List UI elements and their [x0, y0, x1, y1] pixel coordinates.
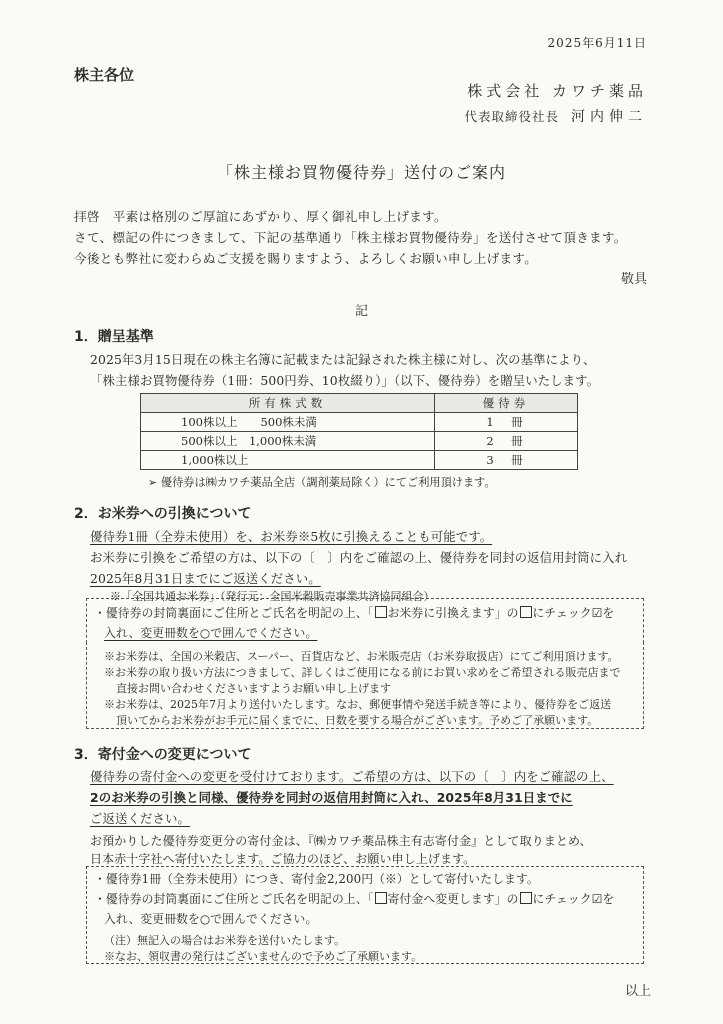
document-title: 「株主様お買物優待券」送付のご案内 [216, 163, 506, 182]
checkbox-icon [375, 892, 387, 904]
document-date: 2025年6月11日 [547, 36, 647, 50]
section3-box-text-b: 寄付金へ変更します」の [387, 892, 519, 906]
checked-box-icon: ☑ [591, 892, 603, 906]
section1-line-2: 「株主様お買物優待券（1冊：500円券、10枚綴り）」（以下、優待券）を贈呈いたします。 [90, 373, 600, 388]
section3-box-line-1: ・優待券1冊（全券未使用）につき、寄付金2,200円（※）として寄付いたします。 [94, 872, 539, 886]
section3-note-1: （注）無記入の場合はお米券を送付いたします。 [104, 934, 346, 947]
table-cell-shares: 1,000株以上 [141, 451, 435, 470]
section2-box-text-d: を [602, 606, 615, 620]
addressee: 株主各位 [74, 66, 135, 84]
table-row [141, 413, 578, 432]
section1-line-1: 2025年3月15日現在の株主名簿に記載または記録された株主様に対し、次の基準により、 [90, 352, 596, 367]
section2-box-text-a: ・優待券の封筒裏面にご住所とご氏名を明記の上、「 [94, 606, 374, 620]
section3-line-3: ご返送ください。 [90, 811, 190, 826]
section3-box-text-d: を [602, 892, 615, 906]
section2-note-1: ※お米券は、全国の米穀店、スーパー、百貨店など、お米販売店（お米券取扱店）にてご利用頂けます。 [104, 650, 619, 663]
section1-note: ➢ 優待券は㈱カワチ薬品全店（調剤薬局除く）にてご利用頂けます。 [148, 476, 496, 489]
section3-box-line-3: 入れ、変更冊数を○で囲んでください。 [104, 912, 318, 926]
gift-criteria-table [140, 393, 578, 470]
section2-note-5: 頂いてからお米券がお手元に届くまでに、日数を要する場合がございます。予めご了承願います。 [116, 714, 599, 727]
section1-heading: 1．贈呈基準 [74, 329, 154, 345]
section2-note-4: ※お米券は、2025年7月より送付いたします。なお、郵便事情や発送手続き等により、優待券をご返送 [104, 698, 612, 711]
representative [464, 106, 647, 126]
table-cell-coupons: 1 冊 [435, 413, 578, 432]
section2-line-2: お米券に引換をご希望の方は、以下の〔 〕内をご確認の上、優待券を同封の返信用封筒に入れ [90, 550, 628, 565]
section2-line-3: 2025年8月31日までにご返送ください。 [90, 571, 321, 586]
table-cell-coupons: 2 冊 [435, 432, 578, 451]
greeting-line-3: 今後とも弊社に変わらぬご支援を賜りますよう、よろしくお願い申し上げます。 [74, 251, 538, 266]
table-cell-coupons: 3 冊 [435, 451, 578, 470]
section3-line-5: 日本赤十字社へ寄付いたします。ご協力のほど、お願い申し上げます。 [90, 852, 476, 866]
section3-line-1: 優待券の寄付金への変更を受付けております。ご希望の方は、以下の〔 〕内をご確認の上、 [90, 769, 614, 784]
section3-line-2: 2のお米券の引換と同様、優待券を同封の返信用封筒に入れ、2025年8月31日までに [90, 790, 573, 805]
greeting-closing: 敬具 [620, 272, 647, 287]
table-header-coupons: 優待券 [435, 394, 578, 413]
table-row [141, 451, 578, 470]
table-cell-shares: 500株以上 1,000株未満 [141, 432, 435, 451]
section2-note-3: 直接お問い合わせくださいますようお願い申し上げます [116, 682, 391, 695]
table-cell-shares: 100株以上 500株未満 [141, 413, 435, 432]
checkbox-icon [520, 606, 532, 618]
section2-box-text-c: にチェック [532, 606, 592, 620]
representative-name: 河内伸二 [571, 109, 647, 125]
section2-footnote: ※「全国共通お米券」（発行元：全国米穀販売事業共済協同組合） [110, 590, 435, 603]
section3-note-2: ※なお、領収書の発行はございませんので予めご了承願います。 [104, 950, 423, 963]
table-header-shares: 所有株式数 [141, 394, 435, 413]
checkbox-icon [375, 606, 387, 618]
section2-box-text-b: お米券に引換えます」の [387, 606, 519, 620]
table-row [141, 432, 578, 451]
checkbox-icon [520, 892, 532, 904]
section2-box-line-1 [94, 604, 614, 621]
document-closing: 以上 [624, 984, 651, 999]
section2-line-1: 優待券1冊（全券未使用）を、お米券※5枚に引換えることも可能です。 [90, 529, 493, 544]
checked-box-icon: ☑ [591, 606, 603, 620]
section3-box-text-a: ・優待券の封筒裏面にご住所とご氏名を明記の上、「 [94, 892, 374, 906]
section3-heading: 3．寄付金への変更について [74, 747, 252, 763]
greeting-line-2: さて、標記の件につきまして、下記の基準通り「株主様お買物優待券」を送付させて頂きます。 [74, 230, 627, 245]
representative-title: 代表取締役社長 [464, 109, 559, 124]
greeting-line-1: 拝啓 平素は格別のご厚誼にあずかり、厚く御礼申し上げます。 [74, 209, 447, 224]
section2-note-2: ※お米券の取り扱い方法につきまして、詳しくはご使用になる前にお買い求めをご希望される販売店まで [104, 666, 621, 679]
section3-line-4: お預かりした優待券変更分の寄付金は、『㈱カワチ薬品株主有志寄付金』として取りまとめ、 [90, 834, 592, 848]
company-name: 株式会社 カワチ薬品 [467, 82, 647, 100]
table-header-row [141, 394, 578, 413]
section2-heading: 2．お米券への引換について [74, 506, 252, 522]
section3-box-line-2 [94, 890, 614, 907]
ki-marker: 記 [354, 304, 368, 319]
section3-box-text-c: にチェック [532, 892, 592, 906]
section2-box-line-2: 入れ、変更冊数を○で囲んでください。 [104, 626, 318, 640]
